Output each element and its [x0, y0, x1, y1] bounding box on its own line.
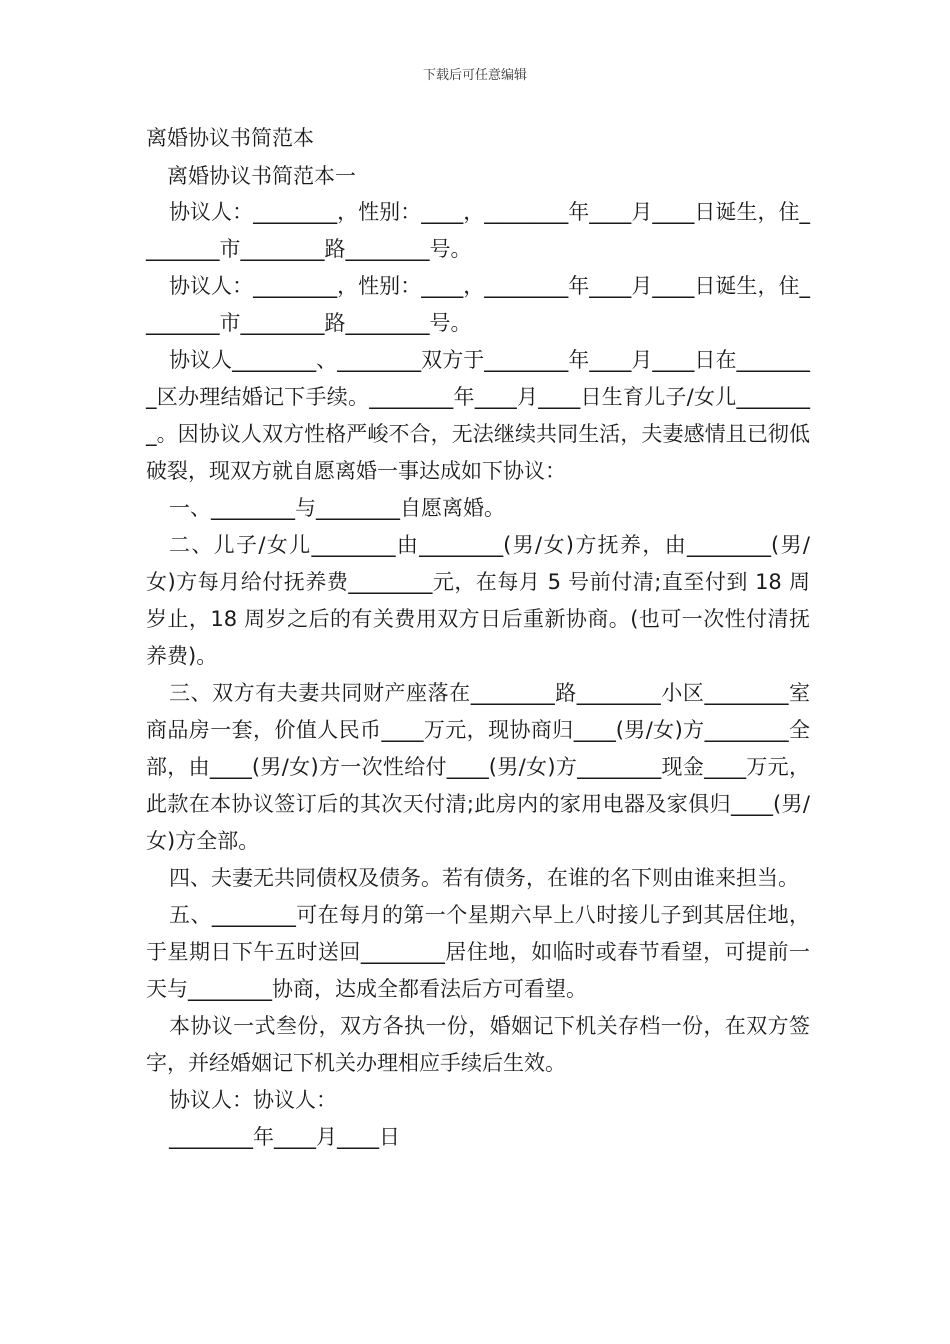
- party-two-paragraph: 协议人：________，性别：____，________年____月____日诞生，住________市________路________号。: [146, 274, 810, 335]
- page-header-note: 下载后可任意编辑: [422, 68, 527, 83]
- clause-two-paragraph: 二、儿子/女儿________由________(男/女)方抚养，由________(男/女)方每月给付抚养费________元，在每月 5 号前付清;直至付到 18 周岁止，18 周岁之后的有关费用双方日后重新协商。(也可一次性付清抚养费)。: [146, 533, 810, 668]
- clause-one-paragraph: 一、________与________自愿离婚。: [169, 496, 505, 520]
- signature-line: 协议人：协议人：: [169, 1088, 337, 1112]
- document-body: [146, 194, 810, 1156]
- clause-five-paragraph: 五、________可在每月的第一个星期六早上八时接儿子到其居住地，于星期日下午五时送回________居住地，如临时或春节看望，可提前一天与________协商，达成全都看法后方可看望。: [146, 903, 810, 1001]
- clause-four-paragraph: 四、夫妻无共同债权及债务。若有债务，在谁的名下则由谁来担当。: [169, 866, 799, 890]
- party-one-paragraph: 协议人：________，性别：____，________年____月____日诞生，住________市________路________号。: [146, 200, 810, 261]
- date-line: ________年____月____日: [169, 1125, 400, 1149]
- document-subtitle: 离婚协议书简范本一: [167, 164, 356, 188]
- clause-three-paragraph: 三、双方有夫妻共同财产座落在________路________小区________室商品房一套，价值人民币____万元，现协商归____(男/女)方________全部，由____(男/女)方一次性给付____(男/女)方________现金____万元，此款在本协议签订后的其次天付清;此房内的家用电器及家俱归____(男/女)方全部。: [146, 681, 810, 853]
- marriage-background-paragraph: 协议人________、________双方于________年____月____日在________区办理结婚记下手续。________年____月____日生育儿子/女儿________。因协议人双方性格严峻不合，无法继续共同生活，夫妻感情且已彻低破裂，现双方就自愿离婚一事达成如下协议：: [146, 348, 810, 483]
- copies-paragraph: 本协议一式叁份，双方各执一份，婚姻记下机关存档一份，在双方签字，并经婚姻记下机关办理相应手续后生效。: [146, 1014, 810, 1075]
- document-title: 离婚协议书简范本: [146, 126, 314, 150]
